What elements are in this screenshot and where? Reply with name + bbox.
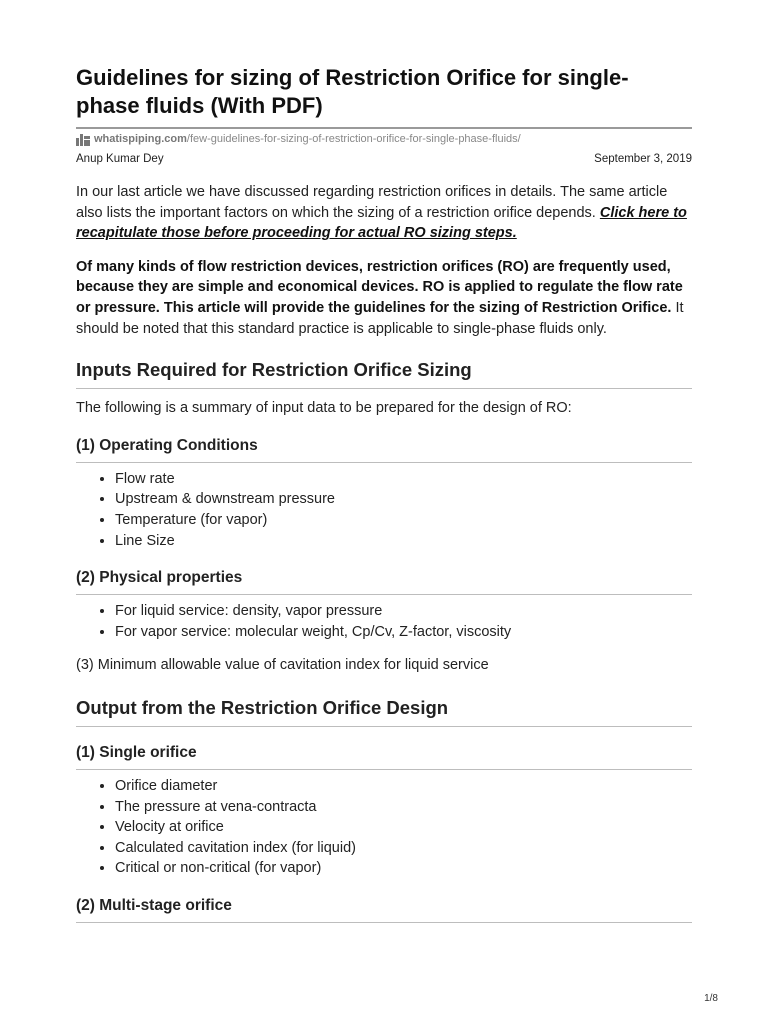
inputs-heading: Inputs Required for Restriction Orifice Sizing bbox=[76, 358, 692, 389]
recap-link[interactable]: Click here to recapitulate those before proceeding for actual RO sizing steps. bbox=[76, 204, 687, 242]
list-item: • For liquid service: density, vapor pressure bbox=[115, 601, 692, 622]
intro-paragraph bbox=[76, 182, 692, 244]
title-divider bbox=[76, 127, 692, 129]
summary-paragraph bbox=[76, 257, 692, 339]
article-title: Guidelines for sizing of Restriction Orifice for single-phase fluids (With PDF) bbox=[76, 65, 629, 118]
inputs-description: The following is a summary of input data to be prepared for the design of RO: bbox=[76, 400, 572, 417]
author-name: Anup Kumar Dey bbox=[76, 153, 164, 165]
list-item: • For vapor service: molecular weight, Cp/Cv, Z-factor, viscosity bbox=[115, 622, 692, 643]
source-url[interactable] bbox=[76, 132, 692, 146]
source-domain[interactable]: whatispiping.com bbox=[94, 133, 187, 145]
list-item: • Critical or non-critical (for vapor) bbox=[115, 858, 692, 879]
page-number: 1/8 bbox=[704, 993, 718, 1004]
list-item: • Velocity at orifice bbox=[115, 817, 692, 838]
list-item: • Line Size bbox=[115, 531, 692, 552]
list-item: • Orifice diameter bbox=[115, 776, 692, 797]
single-orifice-heading: (1) Single orifice bbox=[76, 743, 692, 770]
single-orifice-list bbox=[76, 776, 692, 879]
output-heading: Output from the Restriction Orifice Design bbox=[76, 696, 692, 727]
operating-conditions-list bbox=[76, 469, 692, 551]
physical-properties-list bbox=[76, 601, 692, 642]
summary-normal-text: It should be noted that this standard practice is applicable to single-phase fluids only. bbox=[76, 299, 684, 337]
summary-bold-text: Of many kinds of flow restriction devices, restriction orifices (RO) are frequently used, because they are simple and economical devices. RO is applied to regulate the flow rate or pressure. This article will provide the guidelines for the sizing of Restriction Orifice. bbox=[76, 258, 683, 316]
list-item: • Temperature (for vapor) bbox=[115, 510, 692, 531]
operating-conditions-heading: (1) Operating Conditions bbox=[76, 436, 692, 463]
article-meta bbox=[76, 152, 692, 166]
source-path[interactable]: /few-guidelines-for-sizing-of-restriction-orifice-for-single-phase-fluids/ bbox=[186, 133, 521, 145]
cavitation-note: (3) Minimum allowable value of cavitation index for liquid service bbox=[76, 657, 489, 674]
article bbox=[76, 64, 692, 923]
list-item: • The pressure at vena-contracta bbox=[115, 797, 692, 818]
list-item: • Upstream & downstream pressure bbox=[115, 489, 692, 510]
multi-stage-heading: (2) Multi-stage orifice bbox=[76, 896, 692, 923]
list-item: • Flow rate bbox=[115, 469, 692, 490]
physical-properties-heading: (2) Physical properties bbox=[76, 568, 692, 595]
list-item: • Calculated cavitation index (for liquid) bbox=[115, 838, 692, 859]
site-logo-icon bbox=[76, 132, 90, 146]
intro-text: In our last article we have discussed regarding restriction orifices in details. The same article also lists the important factors on which the sizing of a restriction orifice depends. bbox=[76, 184, 668, 221]
publish-date: September 3, 2019 bbox=[594, 153, 692, 165]
